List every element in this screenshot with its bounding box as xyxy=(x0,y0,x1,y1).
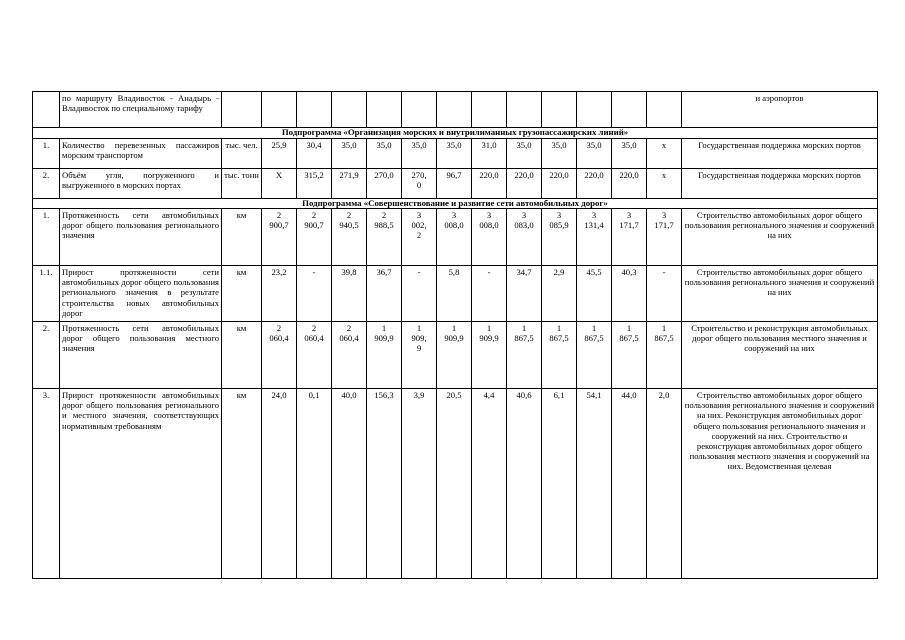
value-cell xyxy=(647,92,682,128)
value-cell: 96,7 xyxy=(437,168,472,198)
value-cell: 1 909,9 xyxy=(437,322,472,389)
value-cell: 35,0 xyxy=(507,138,542,168)
value-cell: 30,4 xyxy=(297,138,332,168)
row-number-cell xyxy=(33,92,60,128)
value-cell: 2,9 xyxy=(542,266,577,322)
value-cell xyxy=(332,92,367,128)
value-cell: 220,0 xyxy=(577,168,612,198)
value-cell: х xyxy=(647,168,682,198)
unit-cell: тыс. чел. xyxy=(222,138,262,168)
value-cell: 40,6 xyxy=(507,389,542,579)
value-cell: 1 909,9 xyxy=(472,322,507,389)
value-cell: 1 867,5 xyxy=(647,322,682,389)
value-cell: 220,0 xyxy=(507,168,542,198)
value-cell: 1 867,5 xyxy=(612,322,647,389)
value-cell xyxy=(367,92,402,128)
value-cell: 1 909,9 xyxy=(367,322,402,389)
indicator-name-cell: Прирост протяженности сети автомобильных дорог общего пользования регионального значения в результате строительства новых автомобильных дорог xyxy=(60,266,222,322)
value-cell: 35,0 xyxy=(577,138,612,168)
value-cell: 1 867,5 xyxy=(542,322,577,389)
subprogram-title: Подпрограмма «Организация морских и внутрилиманных грузопассажирских линий» xyxy=(33,128,878,139)
value-cell: 2 060,4 xyxy=(332,322,367,389)
unit-cell: км xyxy=(222,389,262,579)
unit-cell xyxy=(222,92,262,128)
value-cell: 315,2 xyxy=(297,168,332,198)
table-row xyxy=(33,322,878,389)
value-cell: 2 988,5 xyxy=(367,209,402,266)
value-cell: 3 171,7 xyxy=(647,209,682,266)
value-cell: 3 085,9 xyxy=(542,209,577,266)
value-cell: 3 131,4 xyxy=(577,209,612,266)
subprogram-header-row xyxy=(33,198,878,209)
value-cell: 35,0 xyxy=(367,138,402,168)
value-cell: 270, 0 xyxy=(402,168,437,198)
row-number-cell: 2. xyxy=(33,322,60,389)
value-cell: 2 060,4 xyxy=(262,322,297,389)
value-cell xyxy=(577,92,612,128)
value-cell: - xyxy=(647,266,682,322)
value-cell xyxy=(437,92,472,128)
value-cell: 3 008,0 xyxy=(437,209,472,266)
value-cell: 40,3 xyxy=(612,266,647,322)
measure-note-cell: Строительство и реконструкция автомобильных дорог общего пользования местного значения и сооружений на них xyxy=(682,322,878,389)
row-number-cell: 1.1. xyxy=(33,266,60,322)
value-cell: 20,5 xyxy=(437,389,472,579)
unit-cell: тыс. тонн xyxy=(222,168,262,198)
value-cell: 31,0 xyxy=(472,138,507,168)
value-cell: 1 867,5 xyxy=(507,322,542,389)
value-cell: 35,0 xyxy=(612,138,647,168)
value-cell: 2,0 xyxy=(647,389,682,579)
value-cell: - xyxy=(402,266,437,322)
value-cell: - xyxy=(472,266,507,322)
indicator-name-cell: Протяженность сети автомобильных дорог общего пользования регионального значения xyxy=(60,209,222,266)
value-cell: 1 867,5 xyxy=(577,322,612,389)
value-cell: 3 002, 2 xyxy=(402,209,437,266)
value-cell: 270,0 xyxy=(367,168,402,198)
indicator-name-cell: по маршруту Владивосток - Анадырь - Владивосток по специальному тарифу xyxy=(60,92,222,128)
value-cell xyxy=(472,92,507,128)
value-cell: 39,8 xyxy=(332,266,367,322)
value-cell: 3 008,0 xyxy=(472,209,507,266)
value-cell: 35,0 xyxy=(542,138,577,168)
measure-note-cell: Государственная поддержка морских портов xyxy=(682,168,878,198)
value-cell xyxy=(297,92,332,128)
value-cell xyxy=(542,92,577,128)
subprogram-header-row xyxy=(33,128,878,139)
indicator-name-cell: Количество перевезенных пассажиров морским транспортом xyxy=(60,138,222,168)
value-cell xyxy=(402,92,437,128)
value-cell: 54,1 xyxy=(577,389,612,579)
unit-cell: км xyxy=(222,266,262,322)
table-row xyxy=(33,92,878,128)
value-cell: 271,9 xyxy=(332,168,367,198)
value-cell xyxy=(612,92,647,128)
value-cell: 220,0 xyxy=(612,168,647,198)
value-cell: 25,9 xyxy=(262,138,297,168)
value-cell: 2 900,7 xyxy=(262,209,297,266)
unit-cell: км xyxy=(222,322,262,389)
measure-note-cell: Государственная поддержка морских портов xyxy=(682,138,878,168)
measure-note-cell: Строительство автомобильных дорог общего пользования регионального значения и сооружений на них xyxy=(682,266,878,322)
value-cell: - xyxy=(297,266,332,322)
value-cell: 0,1 xyxy=(297,389,332,579)
value-cell: 5,8 xyxy=(437,266,472,322)
table-row xyxy=(33,266,878,322)
value-cell: 24,0 xyxy=(262,389,297,579)
value-cell: 45,5 xyxy=(577,266,612,322)
row-number-cell: 3. xyxy=(33,389,60,579)
value-cell: 23,2 xyxy=(262,266,297,322)
value-cell: 2 940,5 xyxy=(332,209,367,266)
value-cell: 40,0 xyxy=(332,389,367,579)
value-cell: 3,9 xyxy=(402,389,437,579)
value-cell: Х xyxy=(262,168,297,198)
measure-note-cell: Строительство автомобильных дорог общего пользования регионального значения и сооружений на них xyxy=(682,209,878,266)
value-cell: 220,0 xyxy=(542,168,577,198)
measure-note-cell: Строительство автомобильных дорог общего пользования регионального значения и сооружений на них. Реконструкция автомобильных дорог общего пользования регионального значения и сооружений на них. Строительство и реконструкция автомобильных дорог общего пользования местного значения и сооружений на них. Ведомственная целевая xyxy=(682,389,878,579)
value-cell: 35,0 xyxy=(332,138,367,168)
value-cell: х xyxy=(647,138,682,168)
indicators-table xyxy=(32,91,878,579)
value-cell: 2 060,4 xyxy=(297,322,332,389)
value-cell: 156,3 xyxy=(367,389,402,579)
unit-cell: км xyxy=(222,209,262,266)
value-cell xyxy=(507,92,542,128)
value-cell: 6,1 xyxy=(542,389,577,579)
value-cell: 2 900,7 xyxy=(297,209,332,266)
value-cell: 3 171,7 xyxy=(612,209,647,266)
row-number-cell: 2. xyxy=(33,168,60,198)
value-cell: 1 909, 9 xyxy=(402,322,437,389)
indicator-name-cell: Протяженность сети автомобильных дорог общего пользования местного значения xyxy=(60,322,222,389)
value-cell xyxy=(262,92,297,128)
measure-note-cell: и аэропортов xyxy=(682,92,878,128)
value-cell: 35,0 xyxy=(437,138,472,168)
subprogram-title: Подпрограмма «Совершенствование и развитие сети автомобильных дорог» xyxy=(33,198,878,209)
row-number-cell: 1. xyxy=(33,209,60,266)
value-cell: 4,4 xyxy=(472,389,507,579)
value-cell: 34,7 xyxy=(507,266,542,322)
table-row xyxy=(33,209,878,266)
value-cell: 36,7 xyxy=(367,266,402,322)
table-row xyxy=(33,389,878,579)
table-row xyxy=(33,168,878,198)
indicator-name-cell: Объём угля, погруженного и выгруженного в морских портах xyxy=(60,168,222,198)
row-number-cell: 1. xyxy=(33,138,60,168)
value-cell: 35,0 xyxy=(402,138,437,168)
value-cell: 220,0 xyxy=(472,168,507,198)
indicator-name-cell: Прирост протяженности автомобильных дорог общего пользования регионального и местного значения, соответствующих нормативным требованиям xyxy=(60,389,222,579)
value-cell: 3 083,0 xyxy=(507,209,542,266)
table-row xyxy=(33,138,878,168)
value-cell: 44,0 xyxy=(612,389,647,579)
